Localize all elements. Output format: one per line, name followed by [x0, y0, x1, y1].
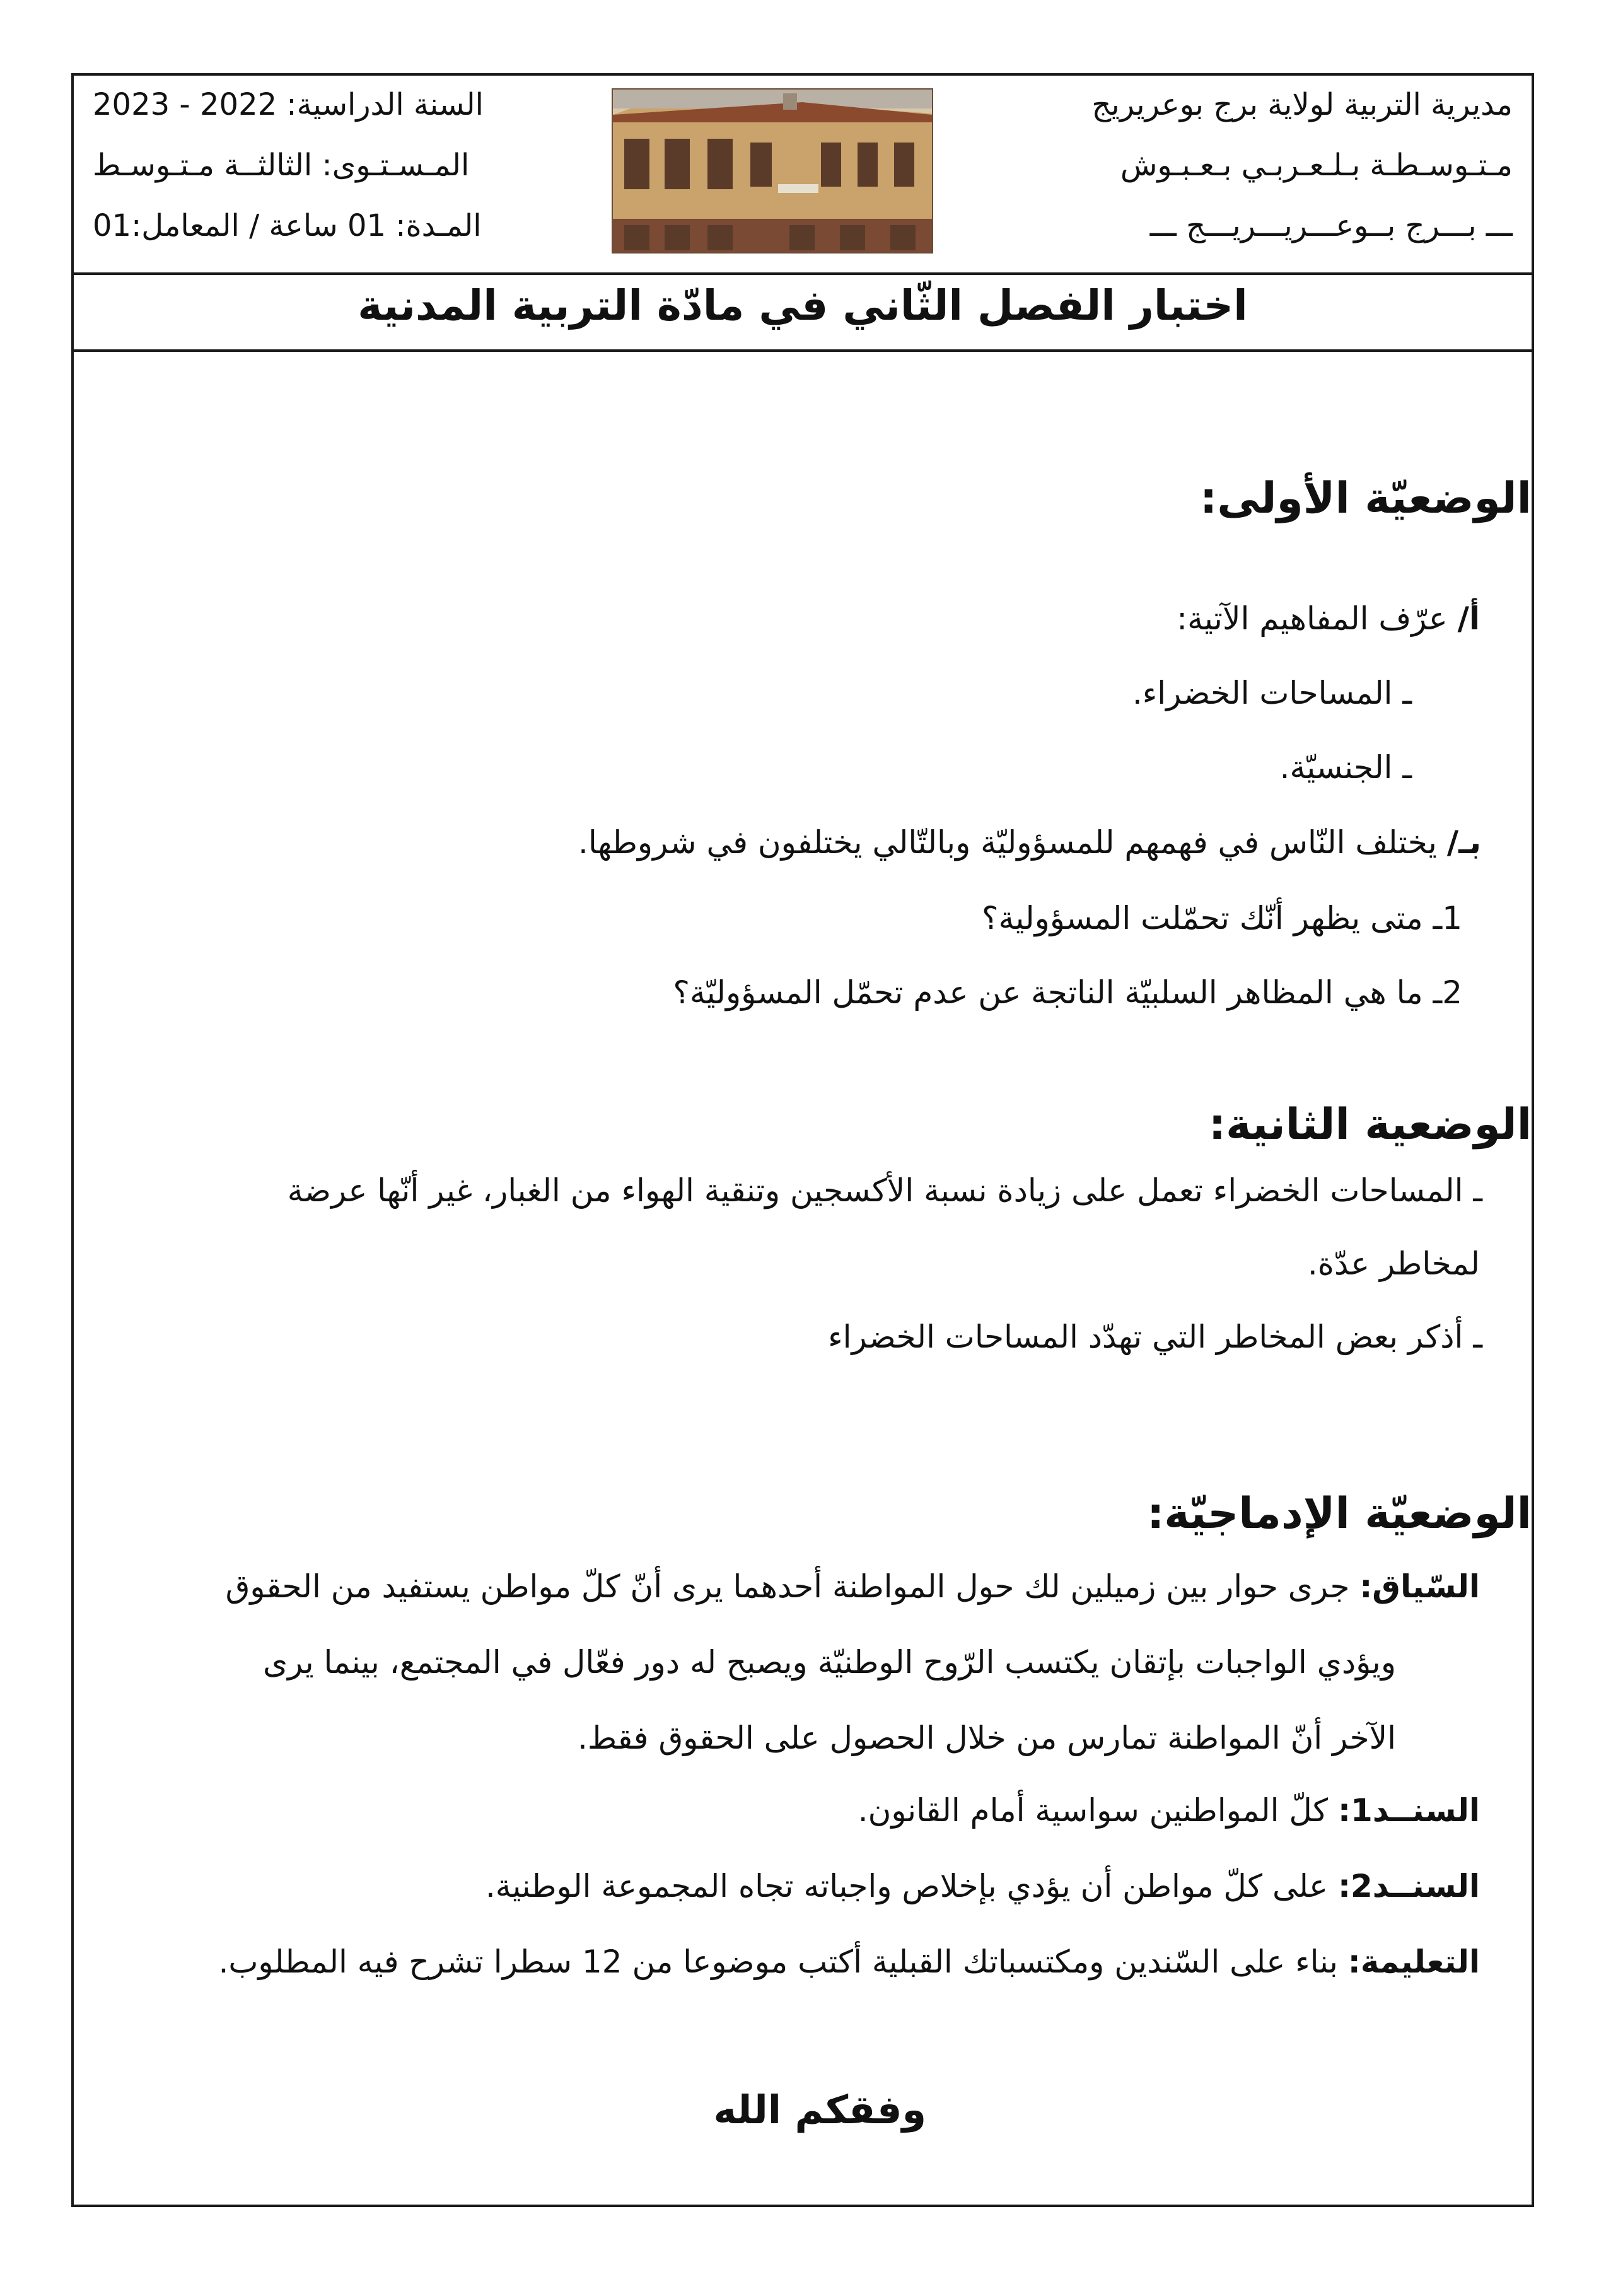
document-1-label: السنــد1:	[1337, 1792, 1480, 1829]
section2-line-3: ـ أذكر بعض المخاطر التي تهدّد المساحات الخضراء	[828, 1319, 1482, 1355]
document-1-text: كلّ المواطنين سواسية أمام القانون.	[858, 1792, 1329, 1829]
instruction-label: التعليمة:	[1347, 1943, 1480, 1980]
part-b	[578, 825, 1481, 860]
closing-wish: وفقكم الله	[713, 2087, 926, 2133]
exam-body	[74, 349, 1532, 2210]
part-a-label: أ/	[1457, 600, 1480, 637]
context-text-1: جرى حوار بين زميلين لك حول المواطنة أحدهما يرى أنّ كلّ مواطن يستفيد من الحقوق	[225, 1568, 1350, 1605]
document-2	[486, 1869, 1480, 1904]
title-band	[74, 272, 1532, 352]
document-1	[858, 1793, 1480, 1828]
directorate-line: مديرية التربية لولاية برج بوعريريج	[1091, 87, 1513, 122]
level	[93, 148, 469, 183]
instruction-text: بناء على السّندين ومكتسباتك القبلية أكتب موضوعا من 12 سطرا تشرح فيه المطلوب.	[218, 1943, 1338, 1980]
exam-frame	[71, 73, 1534, 2207]
school-year-value: 2022 - 2023	[93, 87, 277, 122]
document-2-text: على كلّ مواطن أن يؤدي بإخلاص واجباته تجاه المجموعة الوطنية.	[485, 1868, 1329, 1904]
context-line-3: الآخر أنّ المواطنة تمارس من خلال الحصول على الحقوق فقط.	[578, 1720, 1396, 1756]
duration	[93, 208, 482, 243]
school-line: مـتـوسـطـة بـلـعـربـي بـعـبـوش	[1120, 148, 1513, 183]
exam-header	[74, 76, 1532, 275]
part-a	[1177, 602, 1480, 636]
section2-line-1: ـ المساحات الخضراء تعمل على زيادة نسبة الأكسجين وتنقية الهواء من الغبار، غير أنّها عرضة	[287, 1172, 1482, 1209]
section2-heading: الوضعية الثانية:	[1208, 1100, 1532, 1150]
context-line-2: ويؤدي الواجبات بإتقان يكتسب الرّوح الوطنيّة ويصبح له دور فعّال في المجتمع، بينما يرى	[262, 1644, 1396, 1681]
question-2: 2ـ ما هي المظاهر السلبيّة الناتجة عن عدم تحمّل المسؤوليّة؟	[673, 974, 1462, 1011]
school-building-photo	[612, 88, 933, 253]
instruction	[218, 1945, 1480, 1979]
level-label: المـسـتـوى:	[322, 148, 470, 183]
city-line: ـــ بـــرج بــوعـــريـــريـــج ـــ	[1149, 208, 1513, 243]
term-nationality: ـ الجنسيّة.	[1279, 749, 1412, 786]
section3-heading: الوضعيّة الإدماجيّة:	[1147, 1489, 1532, 1539]
duration-value: 01 ساعة / المعامل:01	[93, 208, 387, 243]
section2-line-2: لمخاطر عدّة.	[1307, 1245, 1480, 1282]
level-value: الثالثــة مـتـوسـط	[93, 148, 313, 183]
section1-heading: الوضعيّة الأولى:	[1200, 474, 1532, 523]
part-a-text: عرّف المفاهيم الآتية:	[1177, 600, 1448, 637]
term-green-spaces: ـ المساحات الخضراء.	[1132, 675, 1412, 711]
part-b-text: يختلف النّاس في فهمهم للمسؤوليّة وبالتّالي يختلفون في شروطها.	[578, 824, 1437, 861]
document-2-label: السنــد2:	[1337, 1868, 1480, 1904]
school-year-label: السنة الدراسية:	[286, 87, 484, 122]
question-1: 1ـ متى يظهر أنّك تحمّلت المسؤولية؟	[981, 900, 1462, 936]
context-line-1	[226, 1570, 1480, 1604]
part-b-label: بـ/	[1446, 824, 1481, 861]
exam-title: اختبار الفصل الثّاني في مادّة التربية المدنية	[358, 281, 1248, 330]
school-year	[93, 87, 484, 122]
context-label: السّياق:	[1359, 1568, 1480, 1605]
duration-label: المـدة:	[395, 208, 482, 243]
